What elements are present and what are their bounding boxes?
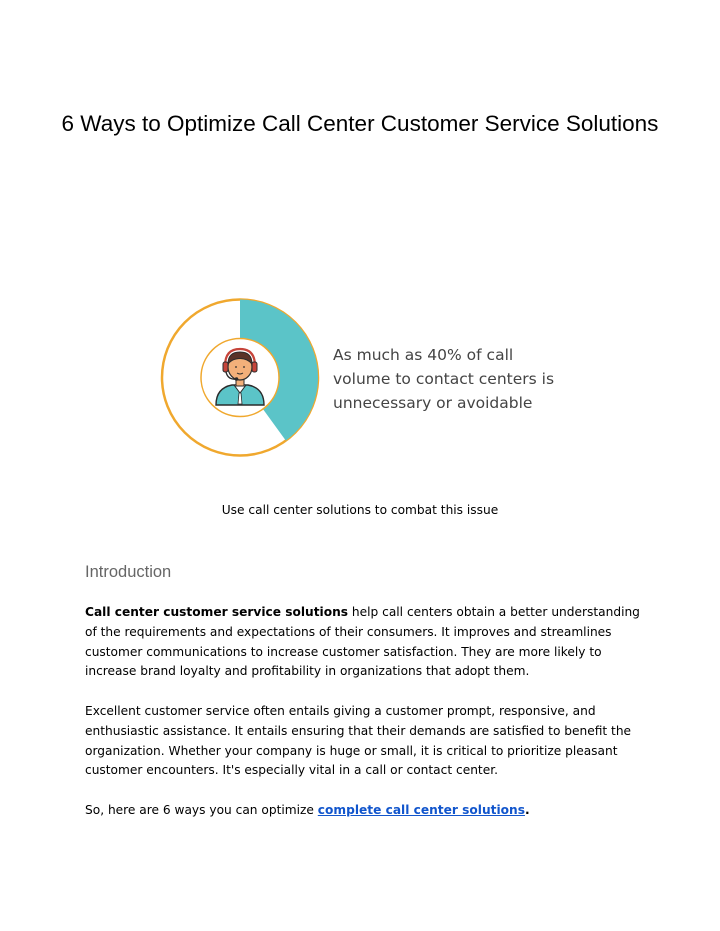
paragraph-3-text: So, here are 6 ways you can optimize (85, 803, 318, 817)
paragraph-1 (85, 603, 645, 682)
section-heading-introduction: Introduction (85, 563, 172, 581)
stat-figure (150, 292, 570, 467)
paragraph-3-period: . (524, 803, 530, 817)
stat-text: As much as 40% of call volume to contact centers is unnecessary or avoidable (333, 346, 555, 412)
figure-caption: Use call center solutions to combat this issue (221, 503, 499, 517)
paragraph-2: Excellent customer service often entails giving a customer prompt, responsive, and enthusiastic assistance. It entails ensuring that their demands are satisfied to benefit the organization. Whether your company is huge or small, it is critical to prioritize pleasant customer encounters. It's especially vital in a call or contact center. (85, 704, 632, 778)
paragraph-3 (85, 801, 645, 821)
complete-call-center-solutions-link[interactable]: complete call center solutions (317, 803, 525, 817)
pie-graphic (150, 292, 330, 467)
document-title: 6 Ways to Optimize Call Center Customer Service Solutions (61, 111, 659, 136)
paragraph-1-bold-lead: Call center customer service solutions (85, 605, 349, 619)
paragraph-1-text: help call centers obtain a better understanding of the requirements and expectations of their consumers. It improves and streamlines customer communications to increase customer satisfaction. They are more likely to increase brand loyalty and profitability in organizations that adopt them. (85, 605, 640, 679)
